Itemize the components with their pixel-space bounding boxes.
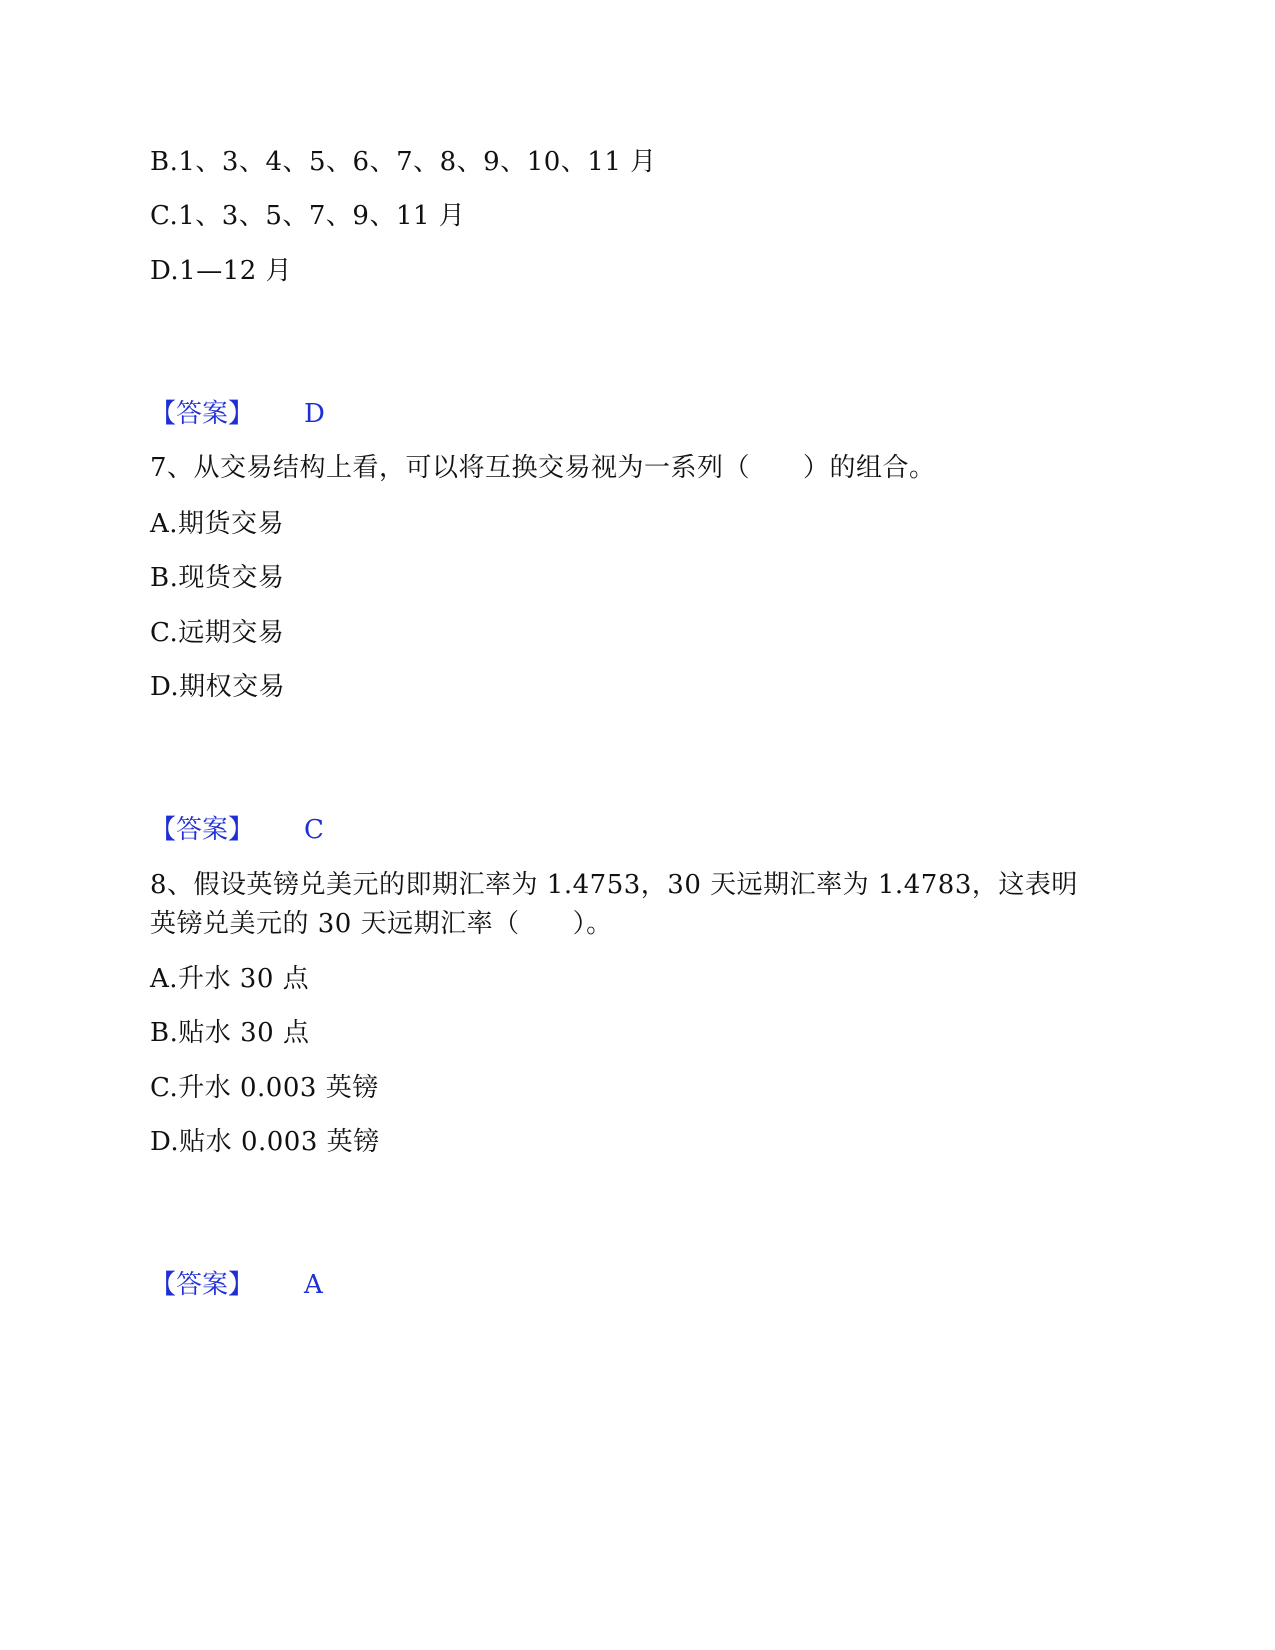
q8-option-b: B.贴水 30 点: [150, 1018, 310, 1048]
q8-option-d: D.贴水 0.003 英镑: [150, 1127, 380, 1157]
q8-stem-line2: 英镑兑美元的 30 天远期汇率（ ）。: [150, 909, 613, 939]
answer-value: D: [304, 399, 325, 429]
q8-option-c: C.升水 0.003 英镑: [150, 1073, 379, 1103]
answer-value: C: [304, 815, 324, 845]
q7-answer: [150, 813, 324, 847]
answer-label: 【答案】: [150, 1270, 255, 1300]
answer-label: 【答案】: [150, 399, 255, 429]
q7-stem: 7、从交易结构上看，可以将互换交易视为一系列（ ）的组合。: [150, 453, 936, 483]
q6-option-c: C.1、3、5、7、9、11 月: [150, 201, 466, 231]
q8-option-a: A.升水 30 点: [150, 964, 310, 994]
q7-option-c: C.远期交易: [150, 618, 285, 648]
answer-label: 【答案】: [150, 815, 255, 845]
q7-option-b: B.现货交易: [150, 563, 285, 593]
answer-value: A: [304, 1270, 323, 1300]
q6-answer: [150, 397, 325, 431]
q6-option-b: B.1、3、4、5、6、7、8、9、10、11 月: [150, 147, 657, 177]
q7-option-d: D.期权交易: [150, 672, 286, 702]
q7-option-a: A.期货交易: [150, 509, 285, 539]
q8-answer: [150, 1268, 323, 1302]
q6-option-d: D.1—12 月: [150, 256, 293, 286]
q8-stem-line1: 8、假设英镑兑美元的即期汇率为 1.4753，30 天远期汇率为 1.4783，这表明: [150, 870, 1078, 900]
